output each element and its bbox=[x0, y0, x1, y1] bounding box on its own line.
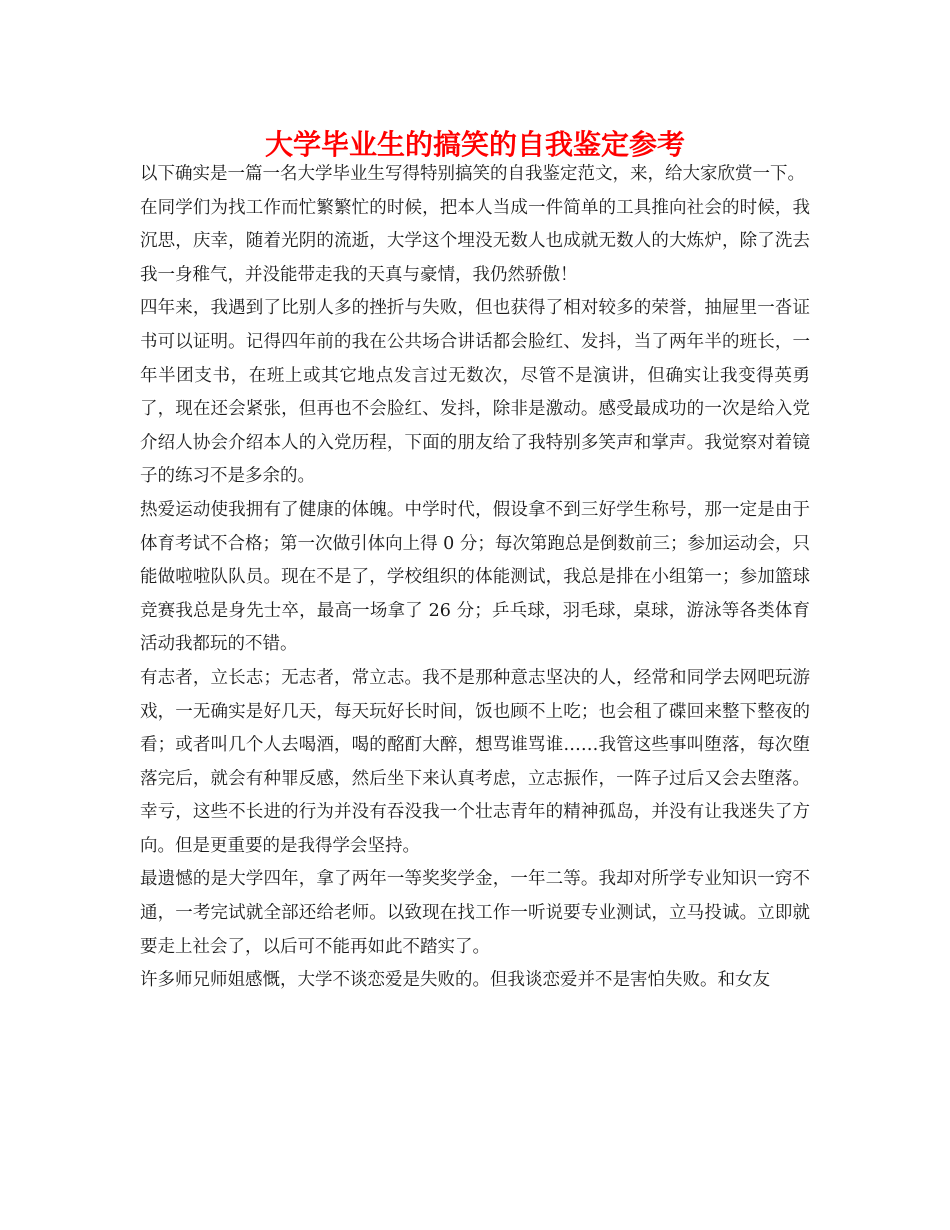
paragraph-3: 四年来，我遇到了比别人多的挫折与失败，但也获得了相对较多的荣誉，抽屉里一沓证书可以证明。记得四年前的我在公共场合讲话都会脸红、发抖，当了两年半的班长，一年半团支书，在班上或其它地点发言过无数次，尽管不是演讲，但确实让我变得英勇了，现在还会紧张，但再也不会脸红、发抖，除非是激动。感受最成功的一次是给入党介绍人协会介绍本人的入党历程，下面的朋友给了我特别多笑声和掌声。我觉察对着镜子的练习不是多余的。 bbox=[140, 298, 810, 487]
paragraph-4: 热爱运动使我拥有了健康的体魄。中学时代，假设拿不到三好学生称号，那一定是由于体育考试不合格；第一次做引体向上得 0 分；每次第跑总是倒数前三；参加运动会，只能做啦啦队队员。现在不是了，学校组织的体能测试，我总是排在小组第一；参加篮球竞赛我总是身先士卒，最高一场拿了 26 分；乒乓球，羽毛球，桌球，游泳等各类体育活动我都玩的不错。 bbox=[140, 499, 810, 655]
paragraph-2: 在同学们为找工作而忙繁繁忙的时候，把本人当成一件简单的工具推向社会的时候，我沉思，庆幸，随着光阴的流逝，大学这个埋没无数人也成就无数人的大炼炉，除了洗去我一身稚气，并没能带走我的天真与豪情，我仍然骄傲！ bbox=[140, 197, 810, 285]
paragraph-7: 许多师兄师姐感慨，大学不谈恋爱是失败的。但我谈恋爱并不是害怕失败。和女友 bbox=[140, 970, 770, 991]
paragraph-5: 有志者，立长志；无志者，常立志。我不是那种意志坚决的人，经常和同学去网吧玩游戏，一无确实是好几天，每天玩好长时间，饭也顾不上吃；也会租了碟回来整下整夜的看；或者叫几个人去喝酒，喝的酩酊大醉，想骂谁骂谁……我管这些事叫堕落，每次堕落完后，就会有种罪反感，然后坐下来认真考虑，立志振作，一阵子过后又会去堕落。幸亏，这些不长进的行为并没有吞没我一个壮志青年的精神孤岛，并没有让我迷失了方向。但是更重要的是我得学会坚持。 bbox=[140, 667, 810, 856]
document-body bbox=[140, 158, 810, 998]
paragraph-6: 最遗憾的是大学四年，拿了两年一等奖奖学金，一年二等。我却对所学专业知识一窍不通，一考完试就全部还给老师。以致现在找工作一听说要专业测试，立马投诚。立即就要走上社会了，以后可不能再如此不踏实了。 bbox=[140, 869, 810, 957]
paragraph-1: 以下确实是一篇一名大学毕业生写得特别搞笑的自我鉴定范文，来，给大家欣赏一下。 bbox=[140, 164, 805, 184]
document-title: 大学毕业生的搞笑的自我鉴定参考 bbox=[264, 128, 685, 161]
